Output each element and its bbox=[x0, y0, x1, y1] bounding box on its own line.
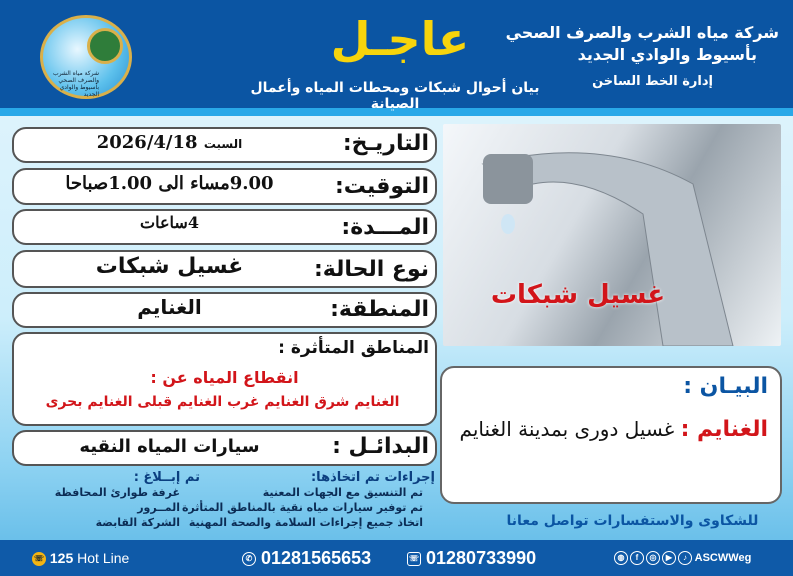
statement-text: غسيل دورى بمدينة الغنايم bbox=[459, 417, 675, 441]
statement-box bbox=[440, 366, 782, 504]
duration-label: المـــدة: bbox=[341, 215, 429, 240]
photo-caption: غسيل شبكات bbox=[490, 280, 666, 310]
notified-section bbox=[20, 470, 200, 530]
date-row bbox=[12, 127, 437, 163]
hotline-phone-icon: ☏ bbox=[32, 552, 46, 566]
footer bbox=[0, 540, 793, 576]
region-value: الغنايم bbox=[137, 295, 202, 319]
duration-row bbox=[12, 209, 437, 245]
phone-number: 01280733990 bbox=[426, 548, 537, 568]
alternatives-label: البدائـل : bbox=[332, 434, 429, 459]
instagram-icon[interactable]: ◎ bbox=[646, 551, 660, 565]
logo-text: شركة مياه الشرب والصرف الصحي بأسيوط والوادي الجديد bbox=[52, 70, 99, 98]
time-row bbox=[12, 168, 437, 205]
notified-title: تم إبــلاغ : bbox=[133, 470, 200, 485]
date-label: التاريـخ: bbox=[342, 131, 429, 156]
action-item: تم التنسيق مع الجهات المعنية bbox=[262, 486, 423, 499]
social-handle: ASCWWeg bbox=[694, 551, 752, 564]
region-label: المنطقة: bbox=[330, 297, 429, 322]
region-row bbox=[12, 292, 437, 328]
date-number: 2026/4/18 bbox=[96, 132, 198, 153]
department: إدارة الخط الساخن bbox=[592, 74, 713, 89]
affected-heading: انقطاع المياه عن : bbox=[150, 368, 299, 387]
type-row bbox=[12, 250, 437, 288]
statement-place: الغنايم : bbox=[680, 417, 768, 442]
notified-item: المــرور bbox=[137, 501, 180, 514]
statement-label: البيـان : bbox=[683, 374, 768, 399]
date-day: السبت bbox=[203, 137, 243, 151]
alternatives-value: سيارات المياه النقيه bbox=[79, 436, 260, 457]
type-label: نوع الحالة: bbox=[313, 257, 429, 282]
time-value: 9.00مساء الى 1.00صباحا bbox=[65, 173, 274, 194]
company-line2: بأسيوط والوادي الجديد bbox=[577, 45, 757, 64]
subtitle: بيان أحوال شبكات ومحطات المياه وأعمال الصيانة bbox=[250, 80, 540, 112]
facebook-icon[interactable]: f bbox=[630, 551, 644, 565]
type-value: غسيل شبكات bbox=[95, 254, 244, 279]
whatsapp-contact[interactable] bbox=[240, 548, 371, 569]
action-item: تم توفير سيارات مياه نقية بالمناطق المتأثرة bbox=[181, 501, 423, 514]
whatsapp-number: 01281565653 bbox=[261, 548, 372, 568]
alternatives-row bbox=[12, 430, 437, 466]
web-icon[interactable]: ◍ bbox=[614, 551, 628, 565]
tiktok-icon[interactable]: ♪ bbox=[678, 551, 692, 565]
affected-value: الغنايم شرق الغنايم غرب الغنايم قبلى الغنايم بحرى bbox=[45, 394, 400, 410]
affected-areas-box bbox=[12, 332, 437, 426]
company-line1: شركة مياه الشرب والصرف الصحي bbox=[505, 23, 779, 42]
company-logo bbox=[40, 15, 132, 99]
phone-icon: ☏ bbox=[407, 552, 421, 566]
actions-title: إجراءات تم اتخاذها: bbox=[310, 470, 435, 485]
company-name bbox=[506, 22, 779, 66]
affected-label: المناطق المتأثرة : bbox=[278, 338, 429, 358]
notified-item: الشركة القابضة bbox=[95, 516, 180, 529]
notified-item: غرفة طوارئ المحافظة bbox=[54, 486, 180, 499]
social-links bbox=[612, 551, 751, 565]
date-value bbox=[14, 132, 325, 153]
hotline[interactable] bbox=[30, 550, 129, 566]
urgent-title: عاجـل bbox=[330, 12, 470, 66]
hotline-label: Hot Line bbox=[77, 550, 130, 566]
faucet-icon bbox=[443, 124, 781, 346]
youtube-icon[interactable]: ▶ bbox=[662, 551, 676, 565]
phone-contact[interactable] bbox=[405, 548, 536, 569]
faucet-photo bbox=[443, 124, 781, 346]
hotline-number: 125 bbox=[49, 550, 74, 566]
duration-value: 4ساعات bbox=[140, 213, 199, 232]
contact-slogan: للشكاوى والاستفسارات تواصل معانا bbox=[506, 513, 759, 529]
time-label: التوقيت: bbox=[334, 174, 429, 199]
whatsapp-icon: ✆ bbox=[242, 552, 256, 566]
action-item: اتخاذ جميع إجراءات السلامة والصحة المهنية bbox=[188, 516, 423, 529]
